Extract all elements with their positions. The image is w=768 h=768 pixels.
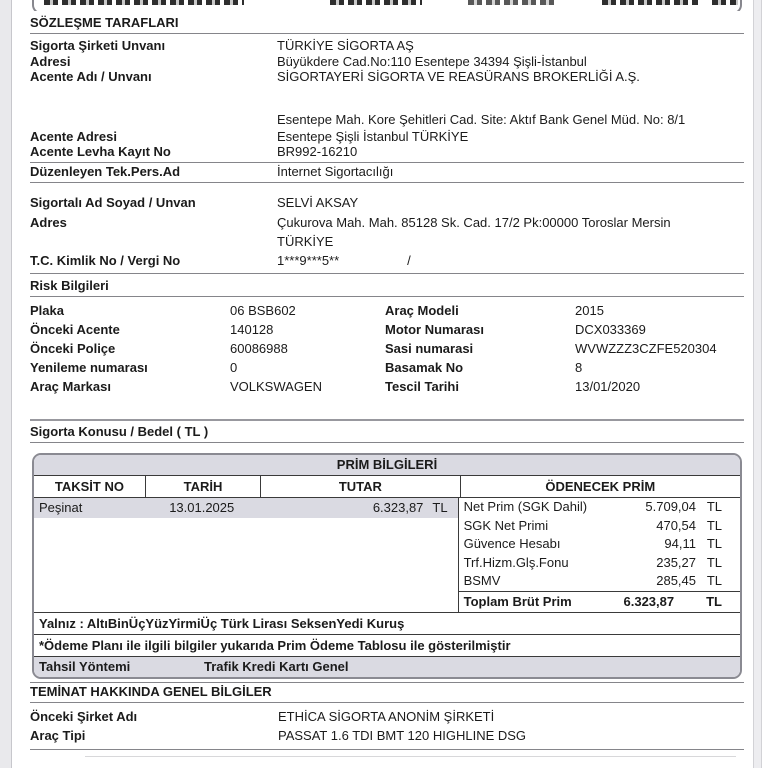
prim-item-amount: 235,27 [656,554,696,570]
prim-item-amount: 94,11 [664,536,696,551]
field-value: İnternet Sigortacılığı [277,163,394,179]
field-label: T.C. Kimlik No / Vergi No [30,253,181,268]
prim-item-amount: 5.709,04 [645,499,696,514]
prim-table-header-row [34,476,740,498]
prim-item [459,535,740,554]
field-row [30,54,744,70]
field-row [30,145,744,159]
prim-item [459,498,740,517]
prim-item-currency: TL [706,554,722,570]
field-label: Motor Numarası [385,322,484,337]
field-label: Tahsil Yöntemi [39,659,131,674]
installment-tutar: 6.323,87 TL [372,500,448,515]
payment-plan-note-row: *Ödeme Planı ile ilgili bilgiler yukarıda Prim Ödeme Tablosu ile gösterilmiştir [34,634,740,656]
section-title-risk: Risk Bilgileri [30,278,109,293]
field-row [30,253,744,269]
field-label: Acente Adresi [30,129,117,144]
field-label: Adresi [30,53,71,69]
prim-item [459,517,740,536]
clipped-text-remnant [712,0,738,5]
prim-item-label: Güvence Hesabı [463,536,561,551]
field-value: SİGORTAYERİ SİGORTA VE REASÜRANS BROKERLİĞİ A.Ş. [277,69,640,84]
field-value: 0 [230,360,238,375]
field-value: TÜRKİYE SİGORTA AŞ [277,38,414,53]
prim-item-amount: 470,54 [656,517,696,533]
field-value: SELVİ AKSAY [277,194,359,210]
field-row [30,112,744,128]
field-label [30,112,277,128]
divider-rule [30,273,744,274]
field-row [30,165,744,179]
prim-item-label: Net Prim (SGK Dahil) [463,499,588,514]
field-value: 140128 [230,322,274,337]
field-value: BR992-16210 [277,143,358,159]
field-row [30,69,744,85]
installments-area [34,498,459,612]
installment-taksit-no: Peşinat [39,500,83,515]
field-value: 2015 [575,303,604,318]
prim-table-body [34,498,740,612]
prim-item-label: SGK Net Primi [463,517,549,533]
clipped-header-table [30,0,744,11]
prim-item-currency: TL [706,517,722,533]
risk-row [30,377,744,396]
prim-total-amount: 6.323,87 [623,594,675,609]
field-value: 1***9***5** / [277,253,411,268]
section-separator-rule [30,682,744,683]
column-header-tarih: TARİH [146,476,261,497]
odenecek-prim-area [459,498,740,612]
field-label: Önceki Acente [30,322,120,337]
page-right-margin [753,0,762,768]
field-label: Sigorta Şirketi Unvanı [30,38,166,53]
installment-row [34,498,458,518]
divider-rule [30,162,744,163]
field-row [30,38,744,54]
field-value: Trafik Kredi Kartı Genel [204,659,349,674]
field-value: 06 BSB602 [230,303,296,318]
field-value: Büyükdere Cad.No:110 Esentepe 34394 Şişli-İstanbul [277,53,587,69]
prim-item-amount: 285,45 [656,573,696,588]
prim-item [459,554,740,573]
section-rule [30,749,744,750]
field-value: ETHİCA SİGORTA ANONİM ŞİRKETİ [278,709,495,724]
section-title-teminat: TEMİNAT HAKKINDA GENEL BİLGİLER [30,684,272,699]
risk-row [30,358,744,377]
risk-row [30,339,744,358]
field-label: Araç Markası [30,379,111,394]
field-value: Çukurova Mah. Mah. 85128 Sk. Cad. 17/2 Pk:00000 Toroslar Mersin TÜRKİYE [277,215,671,249]
column-header-tutar: TUTAR [261,476,460,497]
prim-table [32,453,742,679]
field-row [30,707,744,726]
page-left-margin [0,0,12,768]
prim-item-label: BSMV [463,573,501,588]
field-label: Basamak No [385,360,464,375]
clipped-text-remnant [330,0,422,5]
section-separator-rule [30,419,744,421]
prim-item-currency: TL [706,536,722,551]
field-label: Sigortalı Ad Soyad / Unvan [30,194,196,210]
prim-item [459,572,740,591]
prim-table-title: PRİM BİLGİLERİ [34,455,740,476]
field-label: Önceki Şirket Adı [30,709,138,724]
prim-total-row [459,591,740,612]
column-header-odenecek-prim: ÖDENECEK PRİM [545,479,656,494]
section-rule [30,442,744,443]
field-label: Tescil Tarihi [385,379,459,394]
field-value: Esentepe Şişli İstanbul TÜRKİYE [277,129,469,144]
field-value: PASSAT 1.6 TDI BMT 120 HIGHLINE DSG [278,728,527,743]
section-rule [30,33,744,34]
field-value: Esentepe Mah. Kore Şehitleri Cad. Site: Aktıf Bank Genel Müd. No: 8/1 [277,111,686,127]
risk-row [30,301,744,320]
field-label: Acente Adı / Unvanı [30,69,152,84]
prim-item-currency: TL [706,499,722,514]
field-value: 13/01/2020 [575,379,641,394]
section-rule [30,296,744,297]
field-row [30,726,744,745]
amount-in-words-row: Yalnız : AltıBinÜçYüzYirmiÜç Türk Lirası SeksenYedi Kuruş [34,612,740,634]
field-label: Araç Modeli [385,303,459,318]
prim-total-currency: TL [706,594,722,609]
section-title-sigorta-konusu: Sigorta Konusu / Bedel ( TL ) [30,424,209,439]
field-label: Sasi numarasi [385,341,474,356]
field-row [30,213,744,251]
field-value: WVWZZZ3CZFE520304 [575,341,717,356]
clipped-text-remnant [44,0,244,5]
tahsil-yontemi-row [34,656,740,677]
field-value: DCX033369 [575,322,646,337]
field-row [30,195,744,211]
faint-rule [85,756,736,757]
section-rule [30,702,744,703]
clipped-text-remnant [468,0,556,5]
installment-tarih: 13.01.2025 [169,500,235,515]
prim-total-label: Toplam Brüt Prim [463,594,572,609]
prim-item-label: Trf.Hizm.Glş.Fonu [463,554,569,570]
field-label: Acente Levha Kayıt No [30,143,171,159]
field-label: Plaka [30,303,64,318]
document-page [30,0,744,757]
field-label: Düzenleyen Tek.Pers.Ad [30,163,181,179]
clipped-text-remnant [602,0,698,5]
field-label: Adres [30,215,67,230]
field-value: 8 [575,360,583,375]
prim-item-currency: TL [706,573,722,588]
field-label: Yenileme numarası [30,360,148,375]
risk-row [30,320,744,339]
column-header-taksit-no: TAKSİT NO [34,476,146,497]
field-value: VOLKSWAGEN [230,379,322,394]
field-label: Önceki Poliçe [30,341,116,356]
section-title-sozlesme: SÖZLEŞME TARAFLARI [30,15,179,30]
field-row [30,129,744,145]
field-value: 60086988 [230,341,288,356]
divider-rule [30,182,744,183]
field-label: Araç Tipi [30,728,86,743]
